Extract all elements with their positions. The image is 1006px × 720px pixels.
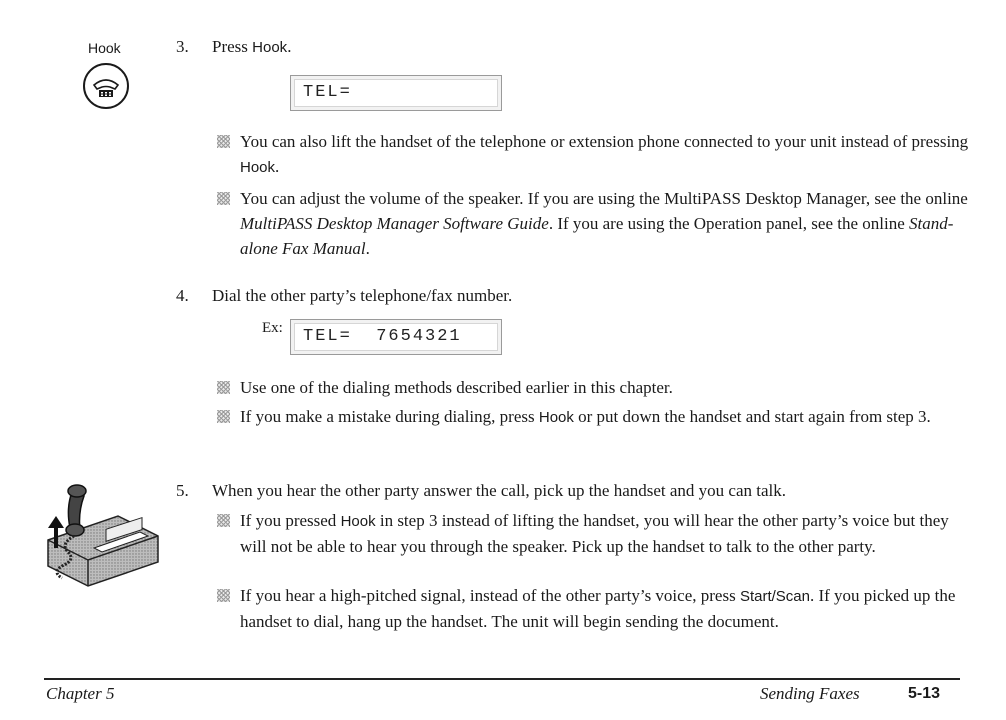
lcd-display-step3: TEL= <box>290 75 502 111</box>
key-reference: Hook <box>340 513 376 530</box>
key-reference: Start/Scan <box>739 588 810 605</box>
step-3-text <box>212 34 982 60</box>
note-text: . <box>365 239 370 258</box>
example-label: Ex: <box>262 320 283 336</box>
footer-rule <box>44 678 960 680</box>
note-text: If you make a mistake during dialing, press <box>240 407 539 426</box>
step-3-suffix: . <box>287 37 292 56</box>
step-5-note-2 <box>240 583 970 634</box>
step-5-text: When you hear the other party answer the call, pick up the handset and you can talk. <box>212 481 787 500</box>
hook-button-icon <box>82 62 130 110</box>
note-text: or put down the handset and start again from step 3. <box>573 407 931 426</box>
page-number: 5-13 <box>908 685 941 702</box>
step-3-prefix: Press <box>212 37 253 56</box>
step-5-note-1 <box>240 508 970 559</box>
step-5-number: 5. <box>176 481 189 500</box>
step-4-note-2 <box>240 404 970 430</box>
step-4-text: Dial the other party’s telephone/fax number. <box>212 286 513 305</box>
key-reference: Hook <box>240 159 276 176</box>
bullet-icon <box>217 514 230 527</box>
chapter-label: Chapter 5 <box>46 684 115 703</box>
note-text: Use one of the dialing methods described earlier in this chapter. <box>240 378 673 397</box>
bullet-icon <box>217 410 230 423</box>
bullet-icon <box>217 192 230 205</box>
note-text: . If you are using the Operation panel, see the online <box>548 214 909 233</box>
step-3-note-2 <box>240 186 970 261</box>
hook-label: Hook <box>88 40 121 56</box>
key-reference: Hook <box>538 409 574 426</box>
note-text: If you hear a high-pitched signal, instead of the other party’s voice, press <box>240 586 740 605</box>
step-4-number: 4. <box>176 286 189 305</box>
hook-key-ref: Hook <box>252 39 288 56</box>
manual-title: MultiPASS Desktop Manager Software Guide <box>240 214 549 233</box>
note-text: . If you picked up the handset to dial, hang up the handset. The unit will begin sending the document. <box>240 586 956 631</box>
note-text: You can also lift the handset of the telephone or extension phone connected to your unit instead of pressing <box>240 132 969 151</box>
note-text: You can adjust the volume of the speaker. If you are using the MultiPASS Desktop Manager, see the online <box>240 189 968 208</box>
handset-pickup-illustration-icon <box>30 478 160 588</box>
bullet-icon <box>217 589 230 602</box>
step-3-number: 3. <box>176 37 189 56</box>
note-text: . <box>275 157 280 176</box>
section-title: Sending Faxes <box>760 684 860 703</box>
bullet-icon <box>217 135 230 148</box>
step-3-note-1 <box>240 129 970 180</box>
step-4-note-1 <box>240 375 970 400</box>
lcd-display-step4: TEL= 7654321 <box>290 319 502 355</box>
note-text: If you pressed <box>240 511 341 530</box>
note-text: in step 3 instead of lifting the handset, you will hear the other party’s voice but they will not be able to hear you through the speaker. Pick up the handset to talk to the other party. <box>240 511 949 556</box>
manual-title: Stand-alone Fax Manual <box>240 214 954 258</box>
bullet-icon <box>217 381 230 394</box>
